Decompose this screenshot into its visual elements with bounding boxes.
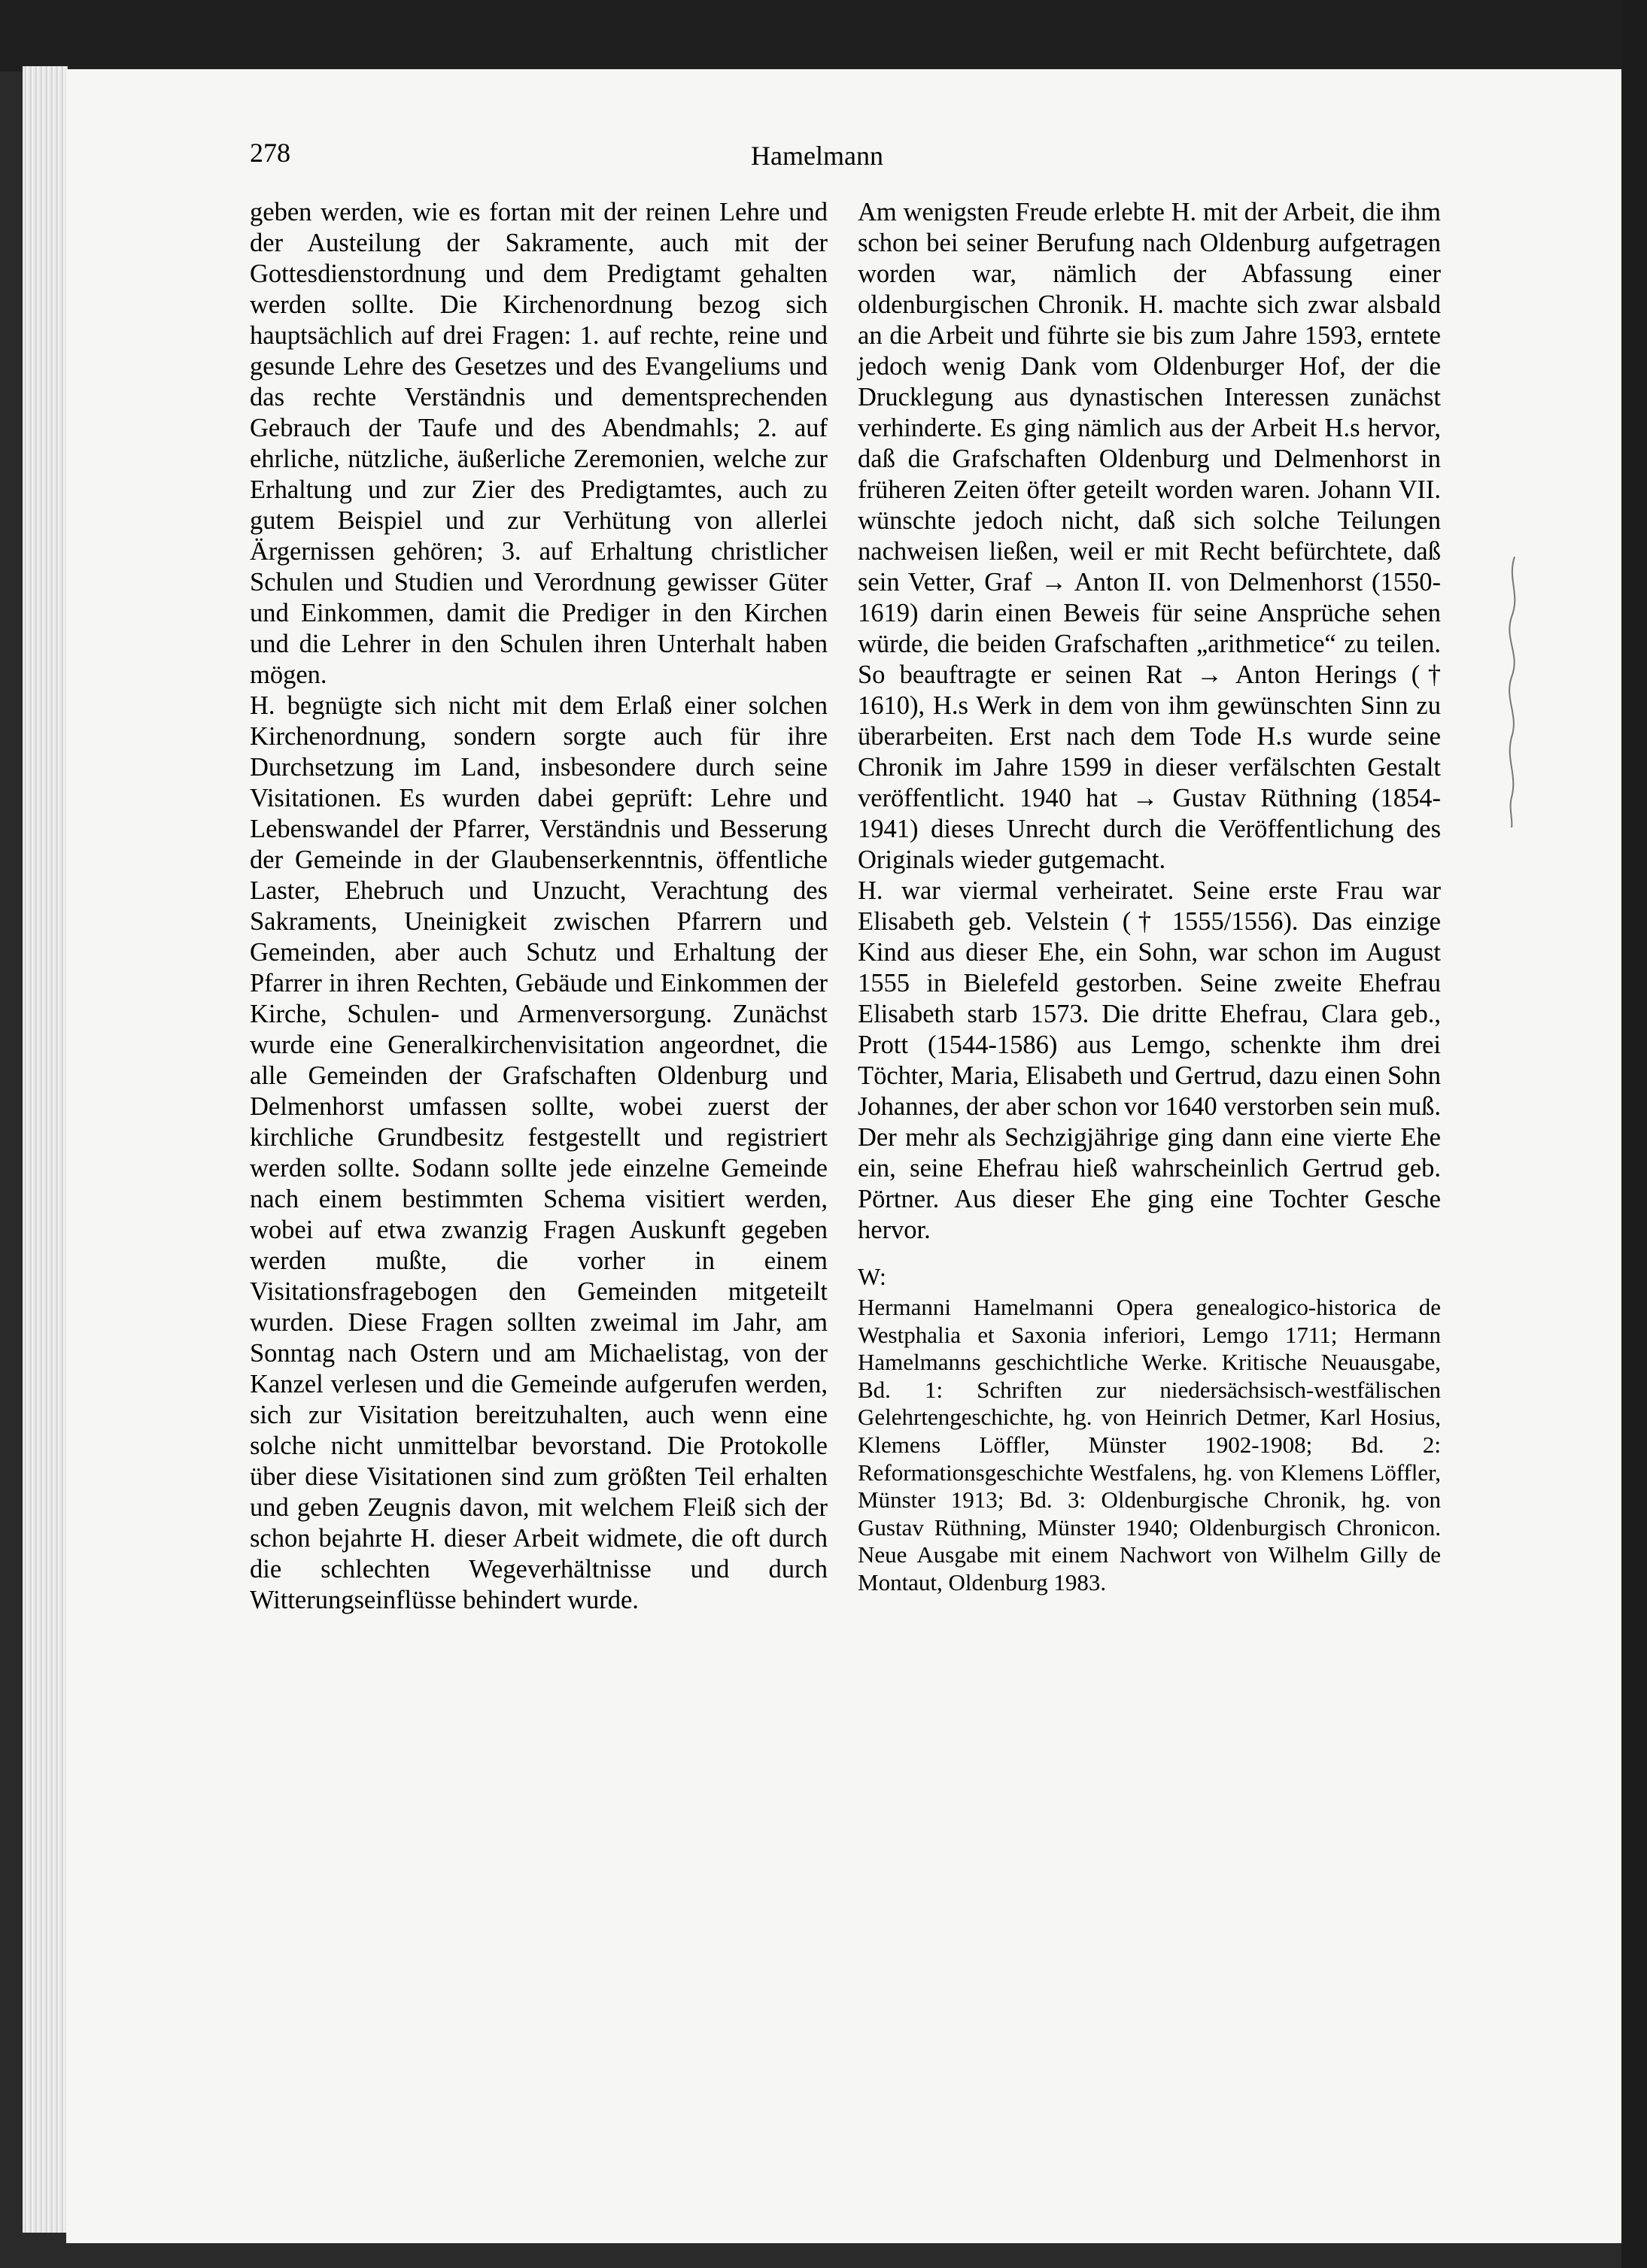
left-column bbox=[250, 197, 828, 1616]
right-paragraph-2: H. war viermal verheiratet. Seine erste Frau war Elisabeth geb. Velstein († 1555/1556). Das einzige Kind aus dieser Ehe, ein Sohn, war schon im August 1555 in Bielefeld gestorben. Seine zweite Ehefrau Elisabeth starb 1573. Die dritte Ehefrau, Clara geb., Prott (1544-1586) aus Lemgo, schenkte ihm drei Töchter, Maria, Elisabeth und Gertrud, dazu einen Sohn Johannes, der aber schon vor 1640 verstorben sein muß. Der mehr als Sechzigjährige ging dann eine vierte Ehe ein, seine Ehefrau hieß wahrscheinlich Gertrud geb. Pörtner. Aus dieser Ehe ging eine Tochter Gesche hervor. bbox=[858, 876, 1441, 1244]
scan-background-top bbox=[0, 0, 1647, 71]
margin-pencil-mark bbox=[1501, 557, 1524, 827]
page-number: 278 bbox=[250, 138, 290, 168]
works-list: Hermanni Hamelmanni Opera genealogico-historica de Westphalia et Saxonia inferiori, Lemgo 1711; Hermann Hamelmanns geschichtliche Werke. Kritische Neuausgabe, Bd. 1: Schriften zur niedersächsisch-westfälischen Gelehrtengeschichte, hg. von Heinrich Detmer, Karl Hosius, Klemens Löffler, Münster 1902-1908; Bd. 2: Reformationsgeschichte Westfalens, hg. von Klemens Löffler, Münster 1913; Bd. 3: Oldenburgische Chronik, hg. von Gustav Rüthning, Münster 1940; Oldenburgisch Chronicon. Neue Ausgabe mit einem Nachwort von Wilhelm Gilly de Montaut, Oldenburg 1983. bbox=[858, 1294, 1441, 1595]
book-page-edges bbox=[23, 66, 68, 2233]
works-label: W: bbox=[858, 1263, 886, 1290]
left-paragraph-1: geben werden, wie es fortan mit der reinen Lehre und der Austeilung der Sakramente, auch mit der Gottesdienstordnung und dem Predigtamt gehalten werden sollte. Die Kirchenordnung bezog sich hauptsächlich auf drei Fragen: 1. auf rechte, reine und gesunde Lehre des Gesetzes und des Evangeliums und das rechte Verständnis und dementsprechenden Gebrauch der Taufe und des Abendmahls; 2. auf ehrliche, nützliche, äußerliche Zeremonien, welche zur Erhaltung und zur Zier des Predigtamtes, auch zu gutem Beispiel und zur Verhütung von allerlei Ärgernissen gehören; 3. auf Erhaltung christlicher Schulen und Studien und Verordnung gewisser Güter und Einkommen, damit die Prediger in den Kirchen und die Lehrer in den Schulen ihren Unterhalt haben mögen. bbox=[250, 198, 828, 689]
right-column bbox=[858, 197, 1441, 1597]
left-paragraph-2: H. begnügte sich nicht mit dem Erlaß einer solchen Kirchenordnung, sondern sorgte auch für ihre Durchsetzung im Land, insbesondere durch seine Visitationen. Es wurden dabei geprüft: Lehre und Lebenswandel der Pfarrer, Verständnis und Besserung der Gemeinde in der Glaubenserkenntnis, öffentliche Laster, Ehebruch und Unzucht, Verachtung des Sakraments, Uneinigkeit zwischen Pfarrern und Gemeinden, aber auch Schutz und Erhaltung der Pfarrer in ihren Rechten, Gebäude und Einkommen der Kirche, Schulen- und Armenversorgung. Zunächst wurde eine Generalkirchenvisitation angeordnet, die alle Gemeinden der Grafschaften Oldenburg und Delmenhorst umfassen sollte, wobei zuerst der kirchliche Grundbesitz festgestellt und registriert werden sollte. Sodann sollte jede einzelne Gemeinde nach einem bestimmten Schema visitiert werden, wobei auf etwa zwanzig Fragen Auskunft gegeben werden mußte, die vorher in einem Visitationsfragebogen den Gemeinden mitgeteilt wurden. Diese Fragen sollten zweimal im Jahr, am Sonntag nach Ostern und am Michaelistag, von der Kanzel verlesen und die Gemeinde aufgerufen werden, sich zur Visitation bereitzuhalten, auch wenn eine solche nicht unmittelbar bevorstand. Die Protokolle über diese Visitationen sind zum größten Teil erhalten und geben Zeugnis davon, mit welchem Fleiß sich der schon bejahrte H. dieser Arbeit widmete, die oft durch die schlechten Wegeverhältnisse und durch Witterungseinflüsse behindert wurde. bbox=[250, 691, 828, 1614]
right-paragraph-1: Am wenigsten Freude erlebte H. mit der Arbeit, die ihm schon bei seiner Berufung nach Oldenburg aufgetragen worden war, nämlich der Abfassung einer oldenburgischen Chronik. H. machte sich zwar alsbald an die Arbeit und führte sie bis zum Jahre 1593, erntete jedoch wenig Dank vom Oldenburger Hof, der die Drucklegung aus dynastischen Interessen zunächst verhinderte. Es ging nämlich aus der Arbeit H.s hervor, daß die Grafschaften Oldenburg und Delmenhorst in früheren Zeiten öfter geteilt worden waren. Johann VII. wünschte jedoch nicht, daß sich solche Teilungen nachweisen ließen, weil er mit Recht befürchtete, daß sein Vetter, Graf → Anton II. von Delmenhorst (1550-1619) darin einen Beweis für seine Ansprüche sehen würde, die beiden Grafschaften „arithmetice“ zu teilen. So beauftragte er seinen Rat → Anton Herings († 1610), H.s Werk in dem von ihm gewünschten Sinn zu überarbeiten. Erst nach dem Tode H.s wurde seine Chronik im Jahre 1599 in dieser verfälschten Gestalt veröffentlicht. 1940 hat → Gustav Rüthning (1854-1941) dieses Unrecht durch die Veröffentlichung des Originals wieder gutgemacht. bbox=[858, 198, 1441, 874]
scan-background-right bbox=[1621, 0, 1647, 2268]
running-title: Hamelmann bbox=[751, 141, 883, 171]
